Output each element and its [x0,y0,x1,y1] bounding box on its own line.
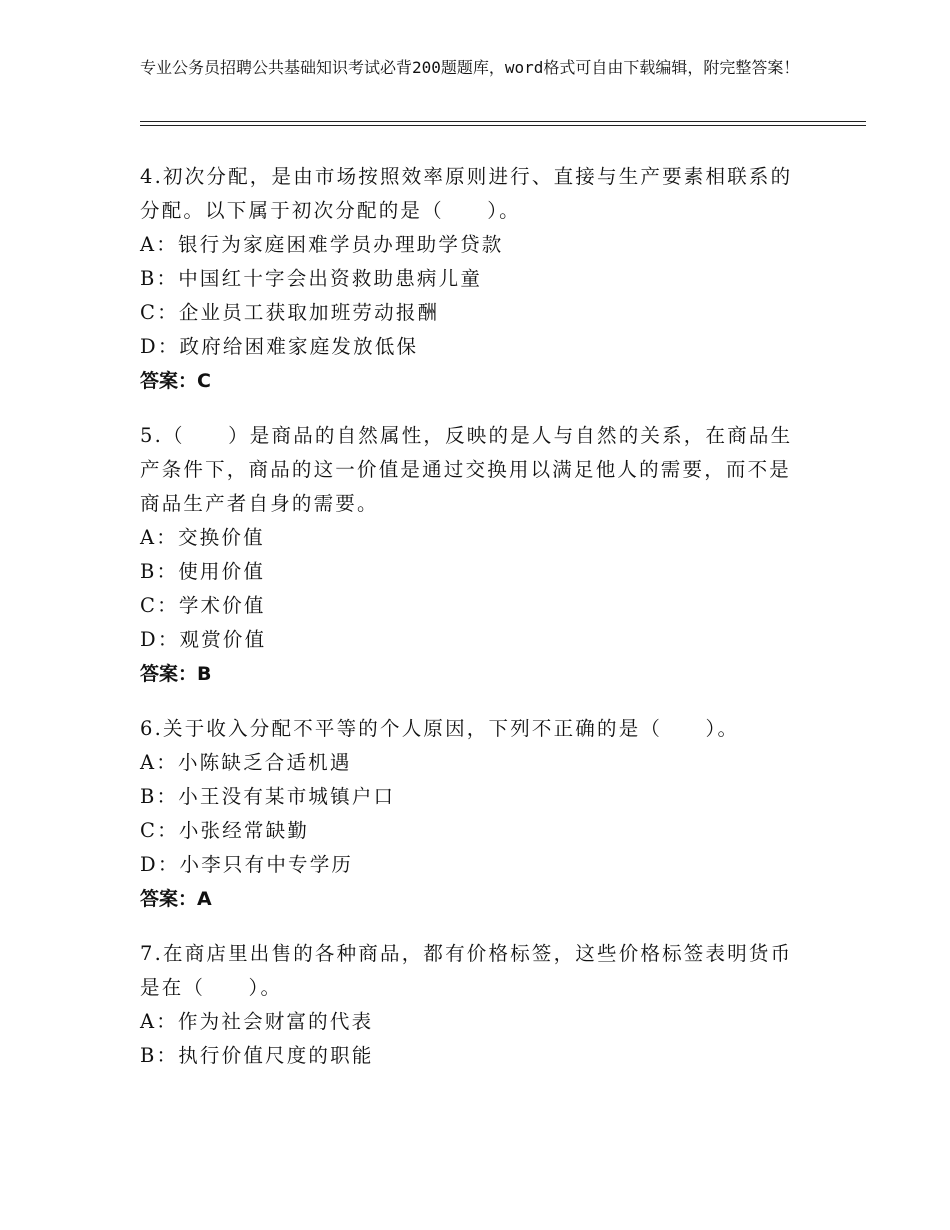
option-a: A：作为社会财富的代表 [140,1010,374,1033]
question-stem: 7.在商店里出售的各种商品，都有价格标签，这些价格标签表明货币是在（ ）。 [140,942,793,999]
question-stem: 5.（ ）是商品的自然属性，反映的是人与自然的关系，在商品生产条件下，商品的这一价值是通过交换用以满足他人的需要，而不是商品生产者自身的需要。 [140,424,793,515]
option-c: C：企业员工获取加班劳动报酬 [140,301,440,324]
header-divider-top [140,121,866,122]
option-d: D：小李只有中专学历 [140,853,354,876]
answer-label: 答案：C [140,370,211,392]
question-5 [140,419,800,691]
option-b: B：小王没有某市城镇户口 [140,785,396,808]
option-b: B：执行价值尺度的职能 [140,1044,374,1067]
option-d: D：政府给困难家庭发放低保 [140,335,419,358]
option-b: B：中国红十字会出资救助患病儿童 [140,267,483,290]
option-c: C：学术价值 [140,594,266,617]
question-7 [140,937,800,1073]
option-a: A：交换价值 [140,526,265,549]
option-c: C：小张经常缺勤 [140,819,310,842]
question-6 [140,712,800,916]
document-header: 专业公务员招聘公共基础知识考试必背200题题库，word格式可自由下载编辑，附完整答案！ [140,58,800,77]
question-stem: 4.初次分配，是由市场按照效率原则进行、直接与生产要素相联系的分配。以下属于初次分配的是（ ）。 [140,165,793,222]
header-divider-bottom [140,125,866,126]
option-a: A：银行为家庭困难学员办理助学贷款 [140,233,504,256]
question-4 [140,160,800,398]
question-stem: 6.关于收入分配不平等的个人原因，下列不正确的是（ ）。 [140,717,740,740]
option-a: A：小陈缺乏合适机遇 [140,751,352,774]
option-b: B：使用价值 [140,560,266,583]
question-list [140,160,800,1094]
answer-label: 答案：B [140,663,212,685]
option-d: D：观赏价值 [140,628,267,651]
answer-label: 答案：A [140,888,212,910]
